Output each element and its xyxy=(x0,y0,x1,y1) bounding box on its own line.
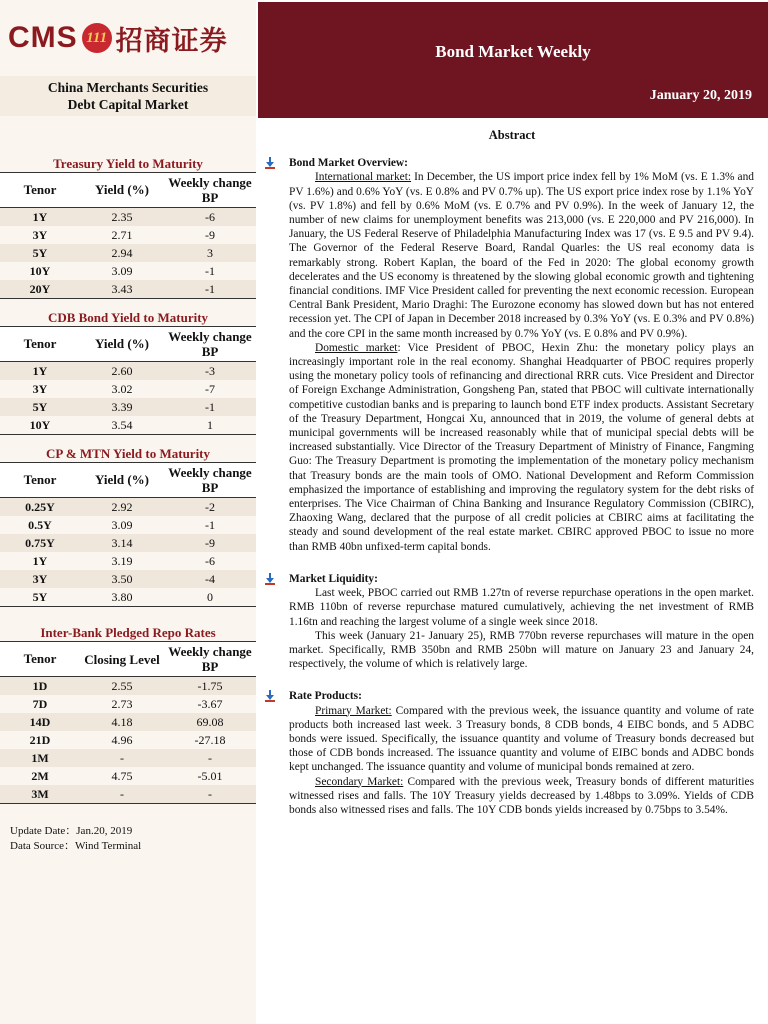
value-cell: 4.96 xyxy=(111,732,133,747)
table-row xyxy=(0,280,256,299)
table-row xyxy=(0,552,256,570)
primary-market-paragraph xyxy=(289,704,754,775)
tenor-cell: 3M xyxy=(31,786,49,801)
change-cell: -2 xyxy=(205,499,215,514)
header-cell: Weekly change BP xyxy=(168,175,252,205)
primary-market-label: Primary Market: xyxy=(315,704,392,717)
table-row xyxy=(0,498,256,516)
section-bond-market-overview xyxy=(270,156,754,554)
value-cell: 3.39 xyxy=(111,399,133,414)
tenor-cell: 7D xyxy=(32,696,48,711)
brand-line-2: Debt Capital Market xyxy=(67,97,189,112)
logo-chinese-text: 招商证券 xyxy=(115,25,228,57)
section-title: Rate Products: xyxy=(289,690,362,703)
change-cell: -1 xyxy=(205,517,215,532)
table-header xyxy=(0,462,256,498)
header-cell: Yield (%) xyxy=(94,336,150,351)
table-row xyxy=(0,362,256,380)
value-cell: - xyxy=(120,750,124,765)
paragraph-text: : Vice President of PBOC, Hexin Zhu: the monetary policy plays an increasingly important role in the real economy. Shanghai Headquarter of PBOC requires properly using the monetary policy tools of refinancing and directional RRR cuts. Vice President and Director of Foreign Exchange Administration, Gongsheng Pan, stated that PBOC will cultivate internationally competitive custodian banks and is preparing to launch bond ETF index products. Assistant Secretary of the Treasury Department, Hongcai Xu, announced that in 2019, the volume of general debts at municipal governments will be increased reasonably while that of municipal special debts will be increased substantially. Vice Director of the Treasury Department of Ministry of Finance, Fangming Guo: The Treasury Department is promoting the implementation of the monetary policy mechanism that Treasury bonds are the main tools of OMO. National Development and Reform Commission emphasized the importance of establishing and improving the regulatory system for the debt risks of enterprises. The Vice Chairman of China Banking and Insurance Regulatory Commission (CBIRC), Zhaoxing Wang, declared that the purpose of all credit policies at CBIRC aims at facilitating the steady and sound development of the real estate market. CBIRC approved PBOC to issue no more than RMB 40bn unfixed-term capital bonds. xyxy=(289,341,754,553)
tenor-cell: 0.75Y xyxy=(25,535,55,550)
table-row xyxy=(0,785,256,804)
table-row xyxy=(0,262,256,280)
tenor-cell: 21D xyxy=(29,732,51,747)
brand-block xyxy=(0,76,256,116)
tenor-cell: 5Y xyxy=(32,589,48,604)
change-cell: -1 xyxy=(205,263,215,278)
value-cell: 3.14 xyxy=(111,535,133,550)
tenor-cell: 1Y xyxy=(32,363,48,378)
table-row xyxy=(0,380,256,398)
change-cell: - xyxy=(208,786,212,801)
domestic-market-label: Domestic market xyxy=(315,341,398,354)
data-source: Data Source：Wind Terminal xyxy=(10,840,142,852)
cdb-yield-table xyxy=(0,310,256,435)
header-cell: Tenor xyxy=(23,651,57,666)
value-cell: 4.75 xyxy=(111,768,133,783)
tenor-cell: 10Y xyxy=(29,417,51,432)
table-header xyxy=(0,641,256,677)
paragraph-text: In December, the US import price index fell by 1% MoM (vs. E 1.3% and PV 1.6%) and 0.6% YoY (vs. E 0.8% and PV 0.7% up). The US export price index rose by 1.1% YoY (vs. PV 1.8%) and fell by 0.6% MoM (vs. E 0.7% and PV 0.9%). In the week of January 12, the number of new claims for unemployment benefits was 213,000 (vs. E 220,000 and PV 216,000). In January, the US Federal Reserve of Philadelphia Manufacturing Index was 17 (vs. E 9.5 and PV 9.4). The Governor of the Federal Reserve Board, Randal Quarles: the US real economy data is remarkably strong. Robert Kaplan, the board of the Fed in 2020: The global economy growth decelerates and the US economy is threatened by the slowing global economic growth and tightening financial conditions. IMF Vice President called for preventing the next economic recession. European Central Bank President, Mario Draghi: The Eurozone economy has slowed down but has not entered recession yet. The CPI of Japan in December 2018 increased by 0.3% YoY (vs. E 0.3% and PV 0.8%) and the core CPI in the same month increased by 0.7% YoY (vs. E 0.8% and PV 0.9%). xyxy=(289,171,754,340)
domestic-market-paragraph xyxy=(289,341,754,554)
header-cell: Yield (%) xyxy=(94,182,150,197)
update-date: Update Date：Jan.20, 2019 xyxy=(10,825,133,837)
header-cell: Tenor xyxy=(23,336,57,351)
table-row xyxy=(0,695,256,713)
liquidity-paragraph: Last week, PBOC carried out RMB 1.27tn of reverse repurchase operations in the open market. RMB 110bn of reverse repurchase matured cumulatively, achieving the net investment of RMB 1.16tn and reaching the largest volume of a single week since 2018. xyxy=(289,587,754,628)
value-cell: 3.50 xyxy=(111,571,133,586)
treasury-yield-table xyxy=(0,156,256,299)
header-cell: Weekly change BP xyxy=(168,644,252,674)
value-cell: 3.02 xyxy=(111,381,133,396)
value-cell: 3.19 xyxy=(111,553,133,568)
table-row xyxy=(0,416,256,435)
change-cell: -4 xyxy=(205,571,215,586)
change-cell: -1 xyxy=(205,281,215,296)
header-cell: Yield (%) xyxy=(94,472,150,487)
value-cell: 3.54 xyxy=(111,417,133,432)
table-title: Inter-Bank Pledged Repo Rates xyxy=(40,625,216,640)
table-row xyxy=(0,208,256,226)
tenor-cell: 0.5Y xyxy=(28,517,52,532)
value-cell: 2.71 xyxy=(111,227,133,242)
paragraph-text: Compared with the previous week, the issuance quantity and volume of rate products both increased last week. 3 Treasury bonds, 8 CDB bonds, 4 EIBC bonds, and 5 ADBC bonds were issued. Specifically, the issuance quantity and volume of Treasury bonds decreased but those of CDB bonds increased. The issuance quantity and volume of EIBC bonds and ADBC bonds kept unchanged. The issuance quantity and volume of municipal bonds remained at zero. xyxy=(289,704,754,774)
change-cell: 69.08 xyxy=(196,714,224,729)
arrow-bullet-icon xyxy=(264,690,276,702)
tenor-cell: 5Y xyxy=(32,245,48,260)
table-row xyxy=(0,677,256,695)
value-cell: 3.09 xyxy=(111,263,133,278)
tenor-cell: 14D xyxy=(29,714,51,729)
value-cell: 4.18 xyxy=(111,714,133,729)
change-cell: 3 xyxy=(207,245,213,260)
international-market-paragraph xyxy=(289,170,754,340)
header-cell: Closing Level xyxy=(84,651,160,667)
table-row xyxy=(0,244,256,262)
table-row xyxy=(0,516,256,534)
section-title: Market Liquidity: xyxy=(289,572,378,585)
table-header xyxy=(0,172,256,208)
change-cell: -3.67 xyxy=(197,696,223,711)
abstract-heading: Abstract xyxy=(488,128,536,142)
value-cell: 2.92 xyxy=(111,499,133,514)
value-cell: 2.35 xyxy=(111,209,133,224)
cms-logo xyxy=(8,18,228,58)
tenor-cell: 3Y xyxy=(32,227,48,242)
header-cell: Weekly change BP xyxy=(168,465,252,495)
change-cell: -6 xyxy=(205,553,215,568)
secondary-market-label: Secondary Market: xyxy=(315,775,404,788)
change-cell: -6 xyxy=(205,209,215,224)
table-title: CDB Bond Yield to Maturity xyxy=(47,310,209,325)
arrow-bullet-icon xyxy=(264,157,276,169)
value-cell: 2.73 xyxy=(111,696,133,711)
tenor-cell: 2M xyxy=(31,768,49,783)
table-row xyxy=(0,534,256,552)
tenor-cell: 1M xyxy=(31,750,49,765)
cp-mtn-yield-table xyxy=(0,446,256,607)
paragraph-text: Compared with the previous week, Treasury bonds of different maturities witnessed rises and falls. The 10Y Treasury yields decreased by 1.48bps to 3.09%. Yields of CDB bonds also witnessed rises and falls. The 10Y CDB bonds yields increased by 0.75bps to 3.54%. xyxy=(289,775,754,816)
tenor-cell: 1Y xyxy=(32,209,48,224)
change-cell: -27.18 xyxy=(194,732,226,747)
change-cell: -3 xyxy=(205,363,215,378)
header-cell: Tenor xyxy=(23,182,57,197)
value-cell: 2.55 xyxy=(111,678,133,693)
table-row xyxy=(0,570,256,588)
change-cell: 1 xyxy=(207,417,213,432)
tenor-cell: 1Y xyxy=(32,553,48,568)
international-market-label: International market: xyxy=(315,171,412,184)
tenor-cell: 5Y xyxy=(32,399,48,414)
change-cell: -1.75 xyxy=(197,678,223,693)
value-cell: 2.94 xyxy=(111,245,133,260)
change-cell: -5.01 xyxy=(197,768,223,783)
brand-line-1: China Merchants Securities xyxy=(47,80,209,95)
change-cell: -1 xyxy=(205,399,215,414)
arrow-bullet-icon xyxy=(264,573,276,585)
value-cell: 3.43 xyxy=(111,281,133,296)
value-cell: 3.09 xyxy=(111,517,133,532)
abstract-column xyxy=(270,128,754,827)
tenor-cell: 0.25Y xyxy=(25,499,55,514)
footnote xyxy=(10,824,141,854)
tenor-cell: 10Y xyxy=(29,263,51,278)
value-cell: 3.80 xyxy=(111,589,133,604)
tenor-cell: 3Y xyxy=(32,381,48,396)
table-row xyxy=(0,588,256,607)
logo-badge-icon: 111 xyxy=(82,23,112,53)
header-cell: Weekly change BP xyxy=(168,329,252,359)
section-title: Bond Market Overview: xyxy=(289,157,408,170)
value-cell: - xyxy=(120,786,124,801)
table-header xyxy=(0,326,256,362)
table-row xyxy=(0,226,256,244)
report-date: January 20, 2019 xyxy=(649,88,752,103)
secondary-market-paragraph xyxy=(289,775,754,818)
table-row xyxy=(0,713,256,731)
table-row xyxy=(0,767,256,785)
header-cell: Tenor xyxy=(23,472,57,487)
tenor-cell: 3Y xyxy=(32,571,48,586)
repo-rates-table xyxy=(0,625,256,804)
section-rate-products xyxy=(270,689,754,817)
value-cell: 2.60 xyxy=(111,363,133,378)
change-cell: -7 xyxy=(205,381,215,396)
report-header xyxy=(258,2,768,118)
change-cell: -9 xyxy=(205,535,215,550)
table-row xyxy=(0,398,256,416)
tenor-cell: 20Y xyxy=(29,281,51,296)
change-cell: - xyxy=(208,750,212,765)
change-cell: 0 xyxy=(207,589,213,604)
liquidity-paragraph: This week (January 21- January 25), RMB 770bn reverse repurchases will mature in the open market. Specifically, RMB 350bn and RMB 250bn will mature on January 23 and January 24, respectively, the volume of which is relatively large. xyxy=(289,629,754,671)
logo-cms-text: CMS xyxy=(8,21,78,54)
change-cell: -9 xyxy=(205,227,215,242)
section-market-liquidity xyxy=(270,572,754,671)
table-row xyxy=(0,731,256,749)
report-title: Bond Market Weekly xyxy=(435,42,591,61)
table-title: Treasury Yield to Maturity xyxy=(53,156,203,171)
table-title: CP & MTN Yield to Maturity xyxy=(45,446,211,461)
tenor-cell: 1D xyxy=(32,678,48,693)
table-row xyxy=(0,749,256,767)
